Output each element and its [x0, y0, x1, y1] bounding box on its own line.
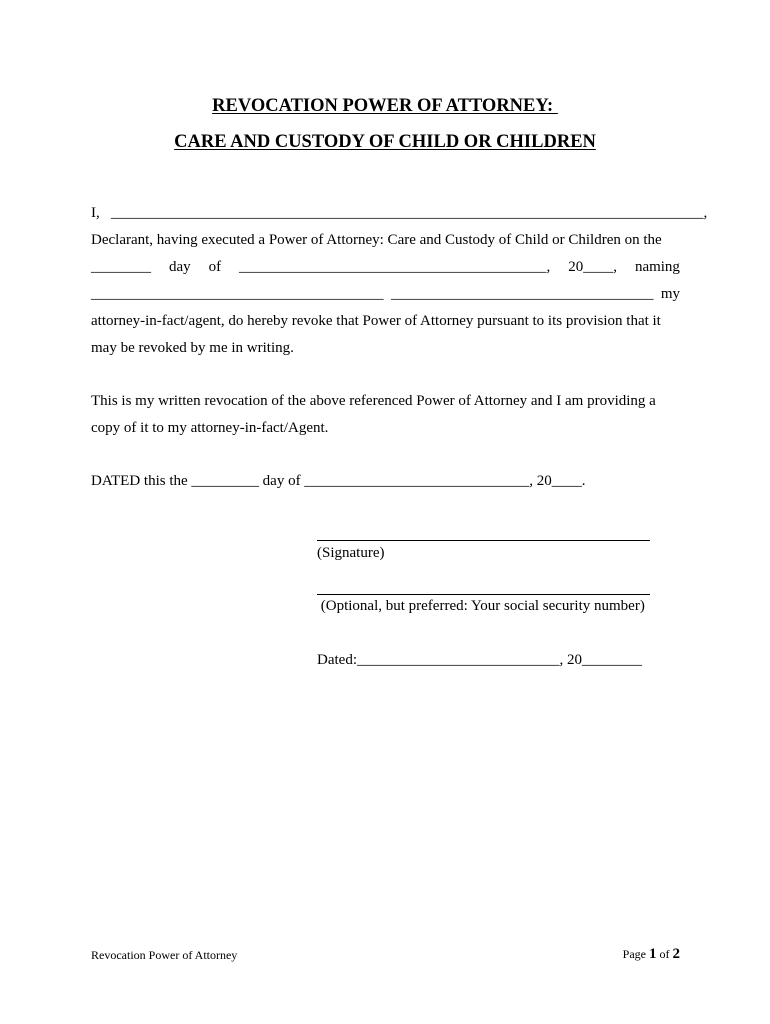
- naming-word: naming: [634, 259, 680, 275]
- of-word: of: [208, 259, 222, 275]
- year-blank: 20____,: [568, 259, 617, 275]
- written-revocation-line-end: copy of it to my attorney-in-fact/Agent.: [91, 420, 329, 436]
- ssn-rule: [317, 594, 650, 595]
- page-total: 2: [672, 946, 680, 962]
- dated-bottom-line: Dated:___________________________, 20________: [317, 652, 642, 668]
- agent-name-row: [91, 285, 680, 303]
- declarant-name-line: I, _______________________________________________________________________________,: [91, 205, 708, 221]
- footer-page-number: [623, 946, 680, 963]
- agent-name-blank: _______________________________________ ___________________________________: [91, 286, 654, 302]
- footer-document-name: Revocation Power of Attorney: [91, 948, 238, 962]
- ssn-label: (Optional, but preferred: Your social security number): [317, 598, 645, 614]
- written-revocation-line: This is my written revocation of the above referenced Power of Attorney and I am providing a: [91, 393, 656, 409]
- day-blank: ________: [91, 259, 151, 275]
- revocation-statement-line: attorney-in-fact/agent, do hereby revoke that Power of Attorney pursuant to its provision that it: [91, 313, 661, 329]
- page-current: 1: [649, 946, 657, 962]
- declarant-statement-line: Declarant, having executed a Power of Attorney: Care and Custody of Child or Children on the: [91, 232, 662, 248]
- signature-label: (Signature): [317, 545, 385, 561]
- month-blank: _________________________________________,: [239, 259, 551, 275]
- document-title-line1: REVOCATION POWER OF ATTORNEY:: [212, 96, 558, 116]
- my-word: my: [660, 286, 680, 302]
- execution-date-row: [91, 258, 680, 276]
- revocation-statement-line-end: may be revoked by me in writing.: [91, 340, 294, 356]
- signature-rule: [317, 540, 650, 541]
- day-word: day: [168, 259, 191, 275]
- document-title-line2: CARE AND CUSTODY OF CHILD OR CHILDREN: [174, 132, 596, 152]
- page-prefix: Page: [622, 947, 649, 961]
- page-separator: of: [656, 947, 673, 961]
- dated-line: DATED this the _________ day of ______________________________, 20____.: [91, 473, 586, 489]
